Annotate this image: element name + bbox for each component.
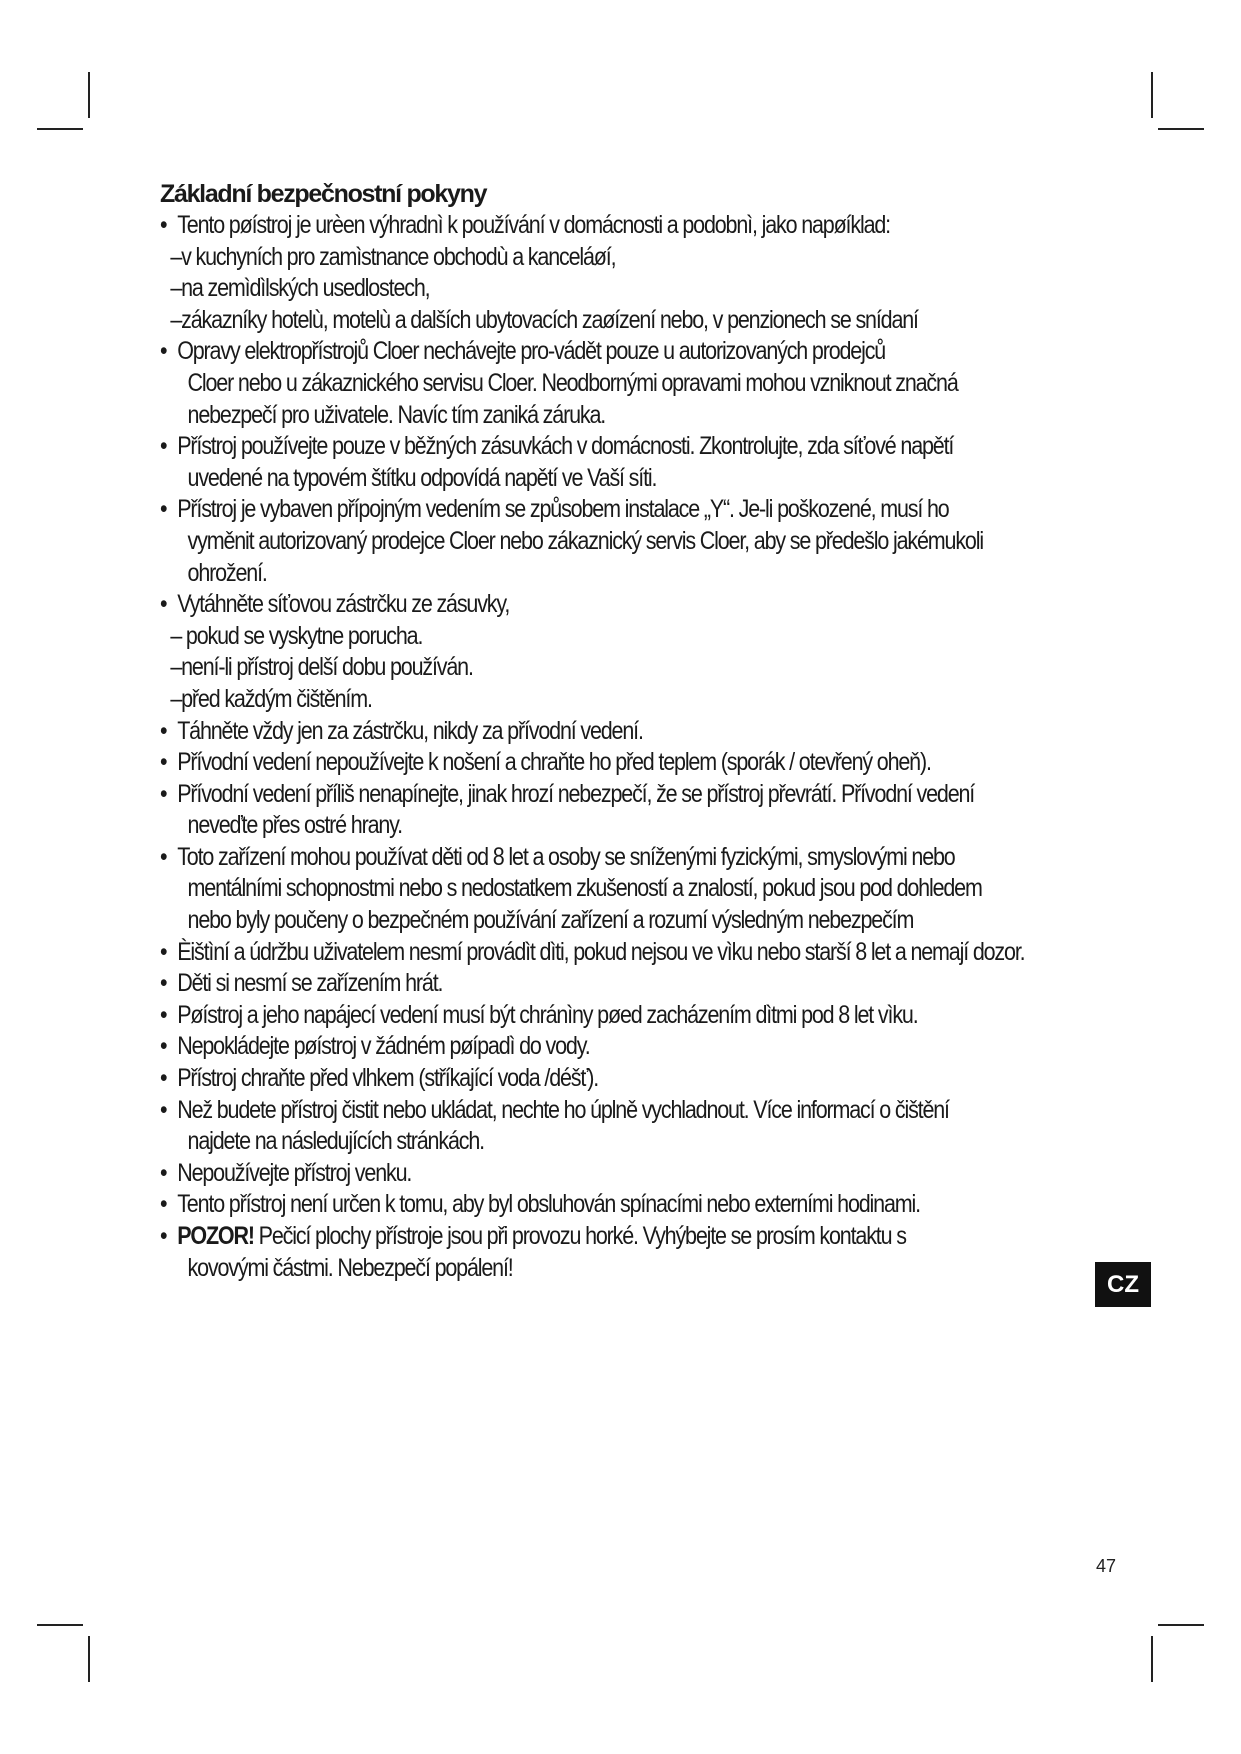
bullet-icon: • (160, 969, 167, 998)
bullet-item (160, 1095, 960, 1127)
crop-mark-bottom-right-horizontal (1158, 1624, 1204, 1626)
bullet-item (160, 968, 960, 1000)
bullet-icon: • (160, 211, 167, 239)
continuation-line: vyměnit autorizovaný prodejce Cloer nebo zákaznický servis Cloer, aby se předešlo jakémukoli (187, 526, 983, 555)
crop-mark-top-left-horizontal (37, 128, 83, 130)
bullet-text: Opravy elektropřístrojů Cloer nechávejte pro-vádět pouze u autorizovaných prodejců (177, 337, 886, 366)
safety-instructions (160, 178, 1090, 1284)
crop-mark-top-right-horizontal (1158, 128, 1204, 130)
bullet-text: Èištìní a údržbu uživatelem nesmí provádìt dìti, pokud nejsou ve vìku nebo starší 8 let a nemají dozor. (177, 937, 1025, 966)
bullet-text: Tento přístroj není určen k tomu, aby byl obsluhován spínacími nebo externími hodinami. (177, 1190, 920, 1219)
bullet-item (160, 1158, 960, 1190)
crop-mark-top-right-vertical (1151, 72, 1153, 118)
bullet-text: Děti si nesmí se zařízením hrát. (177, 969, 443, 998)
crop-mark-top-left-vertical (88, 72, 90, 118)
crop-mark-bottom-left-vertical (88, 1636, 90, 1682)
bullet-item (160, 1221, 960, 1253)
bullet-item (160, 210, 960, 242)
crop-mark-bottom-right-vertical (1151, 1636, 1153, 1682)
bullet-text: Přístroj chraňte před vlhkem (stříkající voda /déšť). (177, 1064, 599, 1093)
bullet-item (160, 336, 960, 368)
continuation-line: kovovými částmi. Nebezpečí popálení! (187, 1253, 513, 1282)
bullet-item (160, 589, 960, 621)
bullet-text: Než budete přístroj čistit nebo ukládat, nechte ho úplně vychladnout. Více informací o čištění (177, 1095, 949, 1124)
section-heading: Základní bezpečnostní pokyny (160, 180, 487, 208)
bullet-icon: • (160, 842, 167, 871)
bullet-text: Přístroj je vybaven přípojným vedením se způsobem instalace „Y“. Je-li poškozené, musí ho (177, 495, 949, 524)
bullet-icon: • (160, 1032, 167, 1061)
bullet-item (160, 431, 960, 463)
bullet-item (160, 842, 960, 874)
sub-item: –není-li přístroj delší dobu používán. (170, 653, 473, 682)
bullet-text: Nepoužívejte přístroj venku. (177, 1158, 412, 1187)
sub-item: –na zemìdìlských usedlostech, (170, 274, 430, 303)
sub-item: –v kuchyních pro zamìstnance obchodù a kanceláøí, (170, 242, 616, 271)
bullet-item (160, 747, 960, 779)
continuation-line: ohrožení. (187, 558, 267, 587)
continuation-line: Cloer nebo u zákaznického servisu Cloer. Neodbornými opravami mohou vzniknout značná (187, 368, 958, 397)
bullet-icon: • (160, 1222, 167, 1250)
instruction-lines (160, 210, 1090, 1284)
bullet-icon: • (160, 337, 167, 366)
bullet-icon: • (160, 1158, 167, 1187)
bullet-item (160, 779, 975, 811)
bullet-text: Přívodní vedení nepoužívejte k nošení a chraňte ho před teplem (sporák / otevřený oheň). (177, 748, 931, 777)
bullet-text: Tento pøístroj je urèen výhradnì k používání v domácnosti a podobnì, jako napøíklad: (177, 211, 890, 239)
bullet-icon: • (160, 716, 167, 745)
continuation-line: neveďte přes ostré hrany. (187, 811, 402, 840)
bullet-icon: • (160, 590, 167, 619)
bullet-item (160, 937, 1025, 969)
bullet-icon: • (160, 748, 167, 777)
bullet-icon: • (160, 779, 167, 808)
bullet-icon: • (160, 495, 167, 524)
bullet-text: Pøístroj a jeho napájecí vedení musí být chránìny pøed zacházením dìtmi pod 8 let vìku. (177, 1000, 918, 1029)
bullet-text: Táhněte vždy jen za zástrčku, nikdy za přívodní vedení. (177, 716, 643, 745)
sub-item: – pokud se vyskytne porucha. (170, 621, 423, 650)
crop-mark-bottom-left-horizontal (37, 1624, 83, 1626)
sub-item: –zákazníky hotelù, motelù a dalších ubytovacích zaøízení nebo, v penzionech se snídaní (170, 305, 918, 334)
sub-item: –před každým čištěním. (170, 684, 372, 713)
bullet-text: Přístroj používejte pouze v běžných zásuvkách v domácnosti. Zkontrolujte, zda síťové napětí (177, 432, 954, 461)
bullet-item (160, 716, 960, 748)
bullet-text: Přívodní vedení příliš nenapínejte, jinak hrozí nebezpečí, že se přístroj převrátí. Přívodní vedení (177, 779, 975, 808)
bullet-item (160, 1031, 960, 1063)
bullet-icon: • (160, 432, 167, 461)
bullet-text: Vytáhněte síťovou zástrčku ze zásuvky, (177, 590, 510, 619)
bullet-text: Pečicí plochy přístroje jsou při provozu horké. Vyhýbejte se prosím kontaktu s (253, 1222, 906, 1250)
bullet-icon: • (160, 1095, 167, 1124)
continuation-line: uvedené na typovém štítku odpovídá napětí ve Vaší síti. (187, 463, 657, 492)
bullet-text: Toto zařízení mohou používat děti od 8 let a osoby se sníženými fyzickými, smyslovými nebo (177, 842, 955, 871)
bullet-item (160, 494, 960, 526)
bullet-text: Nepokládejte pøístroj v žádném pøípadì do vody. (177, 1032, 590, 1061)
bullet-icon: • (160, 1000, 167, 1029)
continuation-line: najdete na následujících stránkách. (187, 1127, 484, 1156)
bullet-icon: • (160, 1190, 167, 1219)
page-number: 47 (1096, 1556, 1117, 1576)
continuation-line: nebezpečí pro uživatele. Navíc tím zaniká záruka. (187, 400, 606, 429)
warning-label: POZOR! (177, 1222, 254, 1250)
language-badge: CZ (1095, 1262, 1151, 1307)
bullet-item (160, 1189, 960, 1221)
continuation-line: mentálními schopnostmi nebo s nedostatkem zkušeností a znalostí, pokud jsou pod dohledem (187, 874, 982, 903)
bullet-item (160, 1063, 960, 1095)
continuation-line: nebo byly poučeny o bezpečném používání zařízení a rozumí výsledným nebezpečím (187, 906, 914, 935)
bullet-icon: • (160, 1064, 167, 1093)
bullet-icon: • (160, 937, 167, 966)
bullet-item (160, 1000, 960, 1032)
